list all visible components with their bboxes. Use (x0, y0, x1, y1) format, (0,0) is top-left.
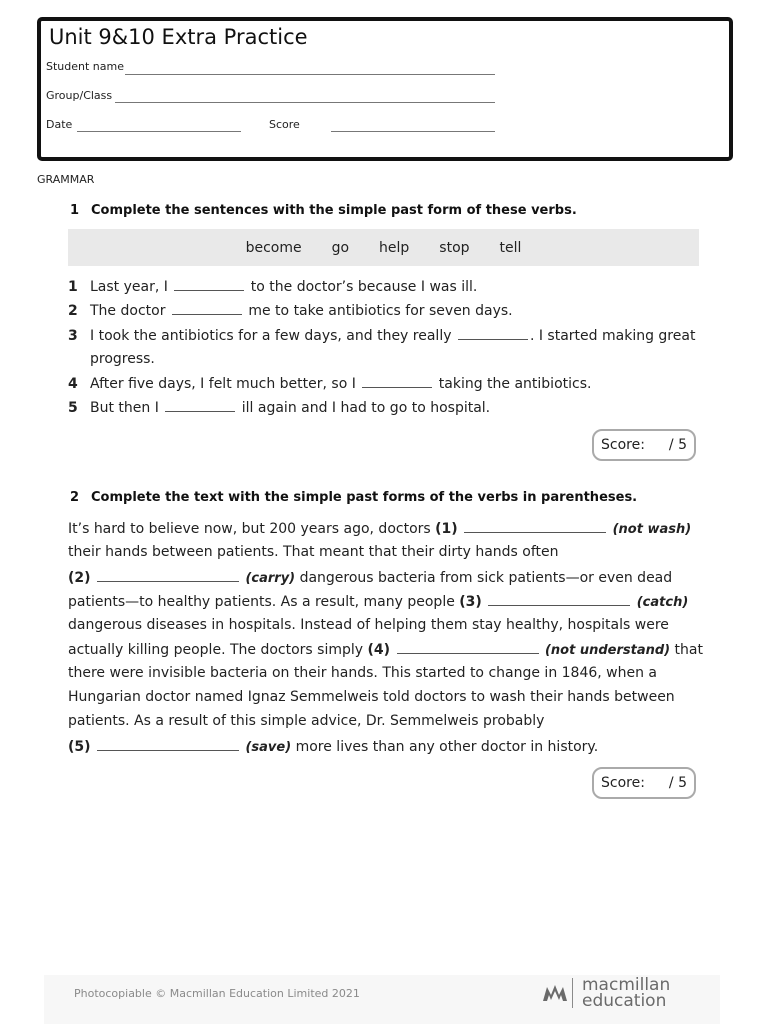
text-line (68, 617, 669, 633)
score-max: / 5 (668, 437, 687, 453)
line-text: there were invisible bacteria on their hands. This started to change in 1846, when a (68, 665, 658, 681)
ex1-item-4 (68, 375, 591, 392)
gap-number: (5) (68, 739, 91, 755)
line-text: patients—to healthy patients. As a result, many people (68, 594, 455, 610)
item-text-after: to the doctor’s because I was ill. (250, 279, 478, 295)
group-class-field[interactable] (115, 102, 495, 103)
text-line (68, 544, 559, 560)
exercise-1-heading (70, 203, 577, 218)
logo-line-1: macmillan (582, 975, 671, 995)
item-text-after: taking the antibiotics. (438, 376, 592, 392)
copyright-text: Photocopiable © Macmillan Education Limited 2021 (74, 987, 360, 1000)
answer-blank[interactable] (97, 738, 239, 751)
exercise-1-instruction: Complete the sentences with the simple past form of these verbs. (91, 203, 577, 218)
ex1-item-3 (68, 327, 695, 344)
exercise-1-score-box[interactable] (592, 429, 696, 461)
ex1-item-5 (68, 399, 490, 416)
gap-number: (1) (435, 521, 458, 537)
ex1-item-3-cont (68, 351, 155, 367)
answer-blank[interactable] (488, 593, 630, 606)
line-text: dangerous bacteria from sick patients—or even dead (299, 570, 673, 586)
text-line (68, 713, 544, 729)
score-label: Score: (601, 437, 645, 453)
answer-blank[interactable] (172, 302, 242, 315)
line-text: dangerous diseases in hospitals. Instead of helping them stay healthy, hospitals were (68, 617, 669, 633)
line-text: that (674, 642, 703, 658)
text-line (68, 738, 598, 755)
word-box (68, 229, 699, 266)
ex1-item-1 (68, 278, 477, 295)
gap-number: (3) (459, 594, 482, 610)
answer-blank[interactable] (397, 641, 539, 654)
line-text: patients. As a result of this simple advice, Dr. Semmelweis probably (68, 713, 545, 729)
item-text-before: Last year, I (90, 279, 168, 295)
header-box (37, 17, 733, 161)
logo-divider (572, 978, 573, 1008)
text-line (68, 665, 657, 681)
line-text: their hands between patients. That meant that their dirty hands often (68, 544, 559, 560)
exercise-2-heading (70, 490, 637, 505)
line-text: more lives than any other doctor in history. (295, 739, 599, 755)
item-text-before: I took the antibiotics for a few days, and they really (90, 328, 452, 344)
group-class-label: Group/Class (46, 89, 113, 102)
verb-cue: (not wash) (612, 522, 692, 537)
score-field[interactable] (331, 131, 495, 132)
text-line (68, 689, 675, 705)
answer-blank[interactable] (458, 327, 528, 340)
answer-blank[interactable] (174, 278, 244, 291)
exercise-1-number: 1 (70, 203, 80, 218)
item-text-after: me to take antibiotics for seven days. (248, 303, 513, 319)
item-number: 1 (68, 279, 78, 295)
word-item: help (379, 239, 410, 256)
item-number: 5 (68, 400, 78, 416)
exercise-2-score-box[interactable] (592, 767, 696, 799)
item-text-after: ill again and I had to go to hospital. (241, 400, 491, 416)
item-text-before: After five days, I felt much better, so I (90, 376, 356, 392)
student-name-label: Student name (46, 60, 124, 73)
logo-wordmark (582, 977, 670, 1009)
verb-cue: (save) (245, 740, 292, 755)
word-item: go (331, 239, 350, 256)
answer-blank[interactable] (97, 569, 239, 582)
text-line (68, 569, 672, 586)
word-item: tell (499, 239, 522, 256)
text-line (68, 593, 688, 610)
gap-number: (4) (367, 642, 391, 658)
text-line (68, 641, 703, 658)
answer-blank[interactable] (362, 375, 432, 388)
score-label: Score: (601, 775, 645, 791)
item-text-before: But then I (90, 400, 159, 416)
section-label: GRAMMAR (37, 173, 95, 186)
logo-line-2: education (582, 991, 667, 1011)
verb-cue: (catch) (636, 595, 689, 610)
student-name-field[interactable] (125, 74, 495, 75)
exercise-2-number: 2 (70, 490, 80, 505)
verb-cue: (carry) (245, 571, 296, 586)
item-number: 2 (68, 303, 78, 319)
text-line (68, 520, 691, 537)
date-field[interactable] (77, 131, 241, 132)
page-footer (44, 975, 720, 1024)
exercise-2-instruction: Complete the text with the simple past forms of the verbs in parentheses. (91, 490, 638, 505)
date-label: Date (46, 118, 73, 131)
item-text-before: The doctor (90, 303, 166, 319)
macmillan-mark-icon (542, 981, 568, 1003)
macmillan-logo (542, 975, 692, 1013)
item-text-after: . I started making great (529, 328, 696, 344)
worksheet-title: Unit 9&10 Extra Practice (49, 25, 308, 49)
item-number: 3 (68, 328, 78, 344)
line-text: Hungarian doctor named Ignaz Semmelweis told doctors to wash their hands between (68, 689, 675, 705)
item-text-before: progress. (90, 351, 155, 367)
line-text: It’s hard to believe now, but 200 years ago, doctors (68, 521, 431, 537)
gap-number: (2) (68, 570, 91, 586)
score-max: / 5 (668, 775, 687, 791)
ex1-item-2 (68, 302, 513, 319)
answer-blank[interactable] (464, 520, 606, 533)
word-item: stop (439, 239, 470, 256)
verb-cue: (not understand) (544, 643, 671, 658)
word-item: become (245, 239, 302, 256)
answer-blank[interactable] (165, 399, 235, 412)
item-number: 4 (68, 376, 78, 392)
line-text: actually killing people. The doctors simply (68, 642, 364, 658)
score-label: Score (269, 118, 300, 131)
